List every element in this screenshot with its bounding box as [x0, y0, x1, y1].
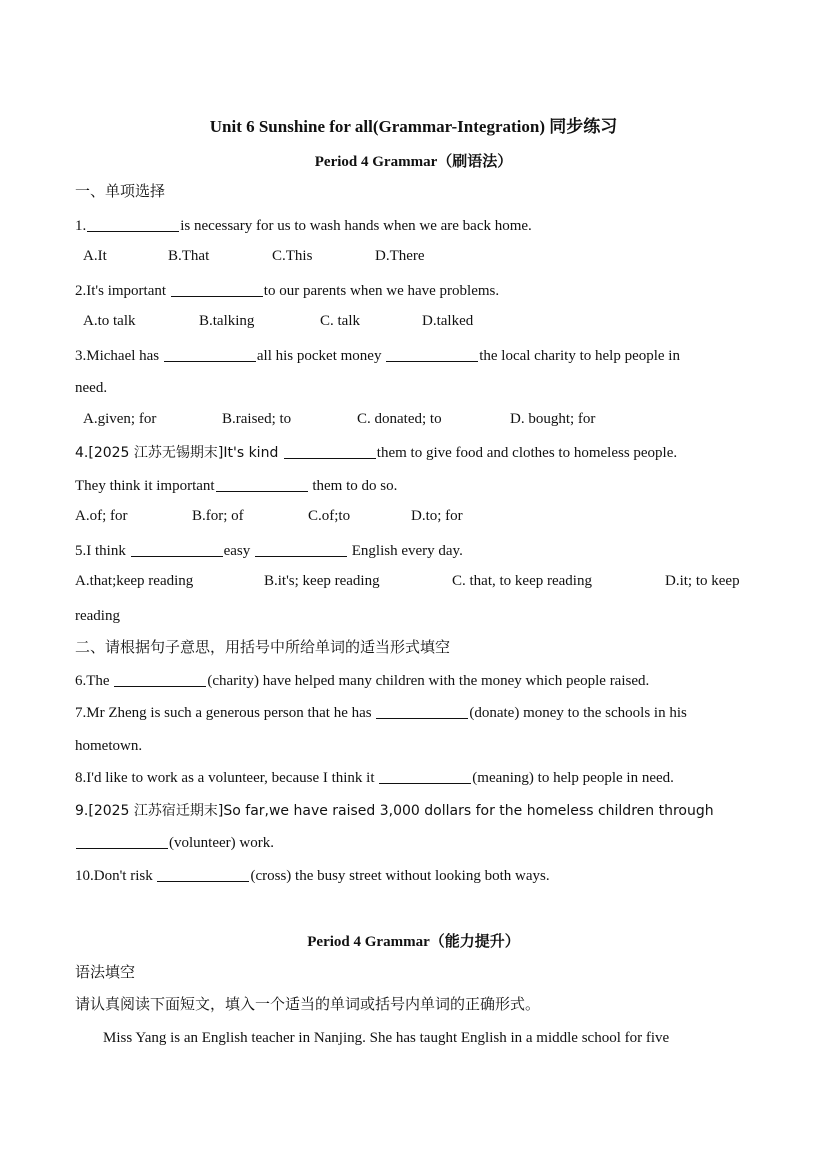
q2-option-c[interactable]: C. talk — [320, 313, 360, 329]
q2-option-d[interactable]: D.talked — [422, 313, 474, 329]
question-9-line-2 — [75, 833, 274, 853]
section-heading-fill-in: 二、请根据句子意思，用括号中所给单词的适当形式填空 — [75, 638, 451, 656]
period-heading-grammar: Period 4 Grammar（刷语法） — [314, 154, 513, 170]
question-2-text-start: 2.It's important — [75, 283, 170, 299]
question-8-text-end: (meaning) to help people in need. — [472, 770, 674, 786]
q5-option-b[interactable]: B.it's; keep reading — [264, 573, 380, 589]
question-2-text-end: to our parents when we have problems. — [263, 283, 500, 299]
q5-option-d[interactable]: D.it; to keep — [665, 573, 740, 589]
question-5-text-end: English every day. — [348, 543, 463, 559]
question-1 — [75, 216, 532, 236]
answer-blank[interactable] — [216, 477, 308, 492]
answer-blank[interactable] — [255, 542, 347, 557]
section-heading-grammar-fill: 语法填空 — [75, 963, 136, 981]
q1-option-c[interactable]: C.This — [272, 248, 313, 264]
q5-option-d-continued: reading — [75, 608, 120, 624]
question-3 — [75, 346, 680, 366]
q5-option-c[interactable]: C. that, to keep reading — [452, 573, 592, 589]
answer-blank[interactable] — [379, 769, 471, 784]
question-7-text-start: 7.Mr Zheng is such a generous person that he has — [75, 705, 376, 721]
question-1-number: 1. — [75, 218, 87, 234]
question-4-line-2-end: them to do so. — [308, 478, 398, 494]
question-4-text-start: 4.[2025 江苏无锡期末]It's kind — [75, 445, 283, 461]
q2-option-a[interactable]: A.to talk — [83, 313, 136, 329]
q5-option-a[interactable]: A.that;keep reading — [75, 573, 194, 589]
question-4-text-end: them to give food and clothes to homeless people. — [376, 445, 678, 461]
question-7 — [75, 703, 687, 723]
question-3-text-mid: all his pocket money — [256, 348, 386, 364]
question-7-continued: hometown. — [75, 738, 143, 754]
question-3-text-end: the local charity to help people in — [479, 348, 680, 364]
question-6-text-start: 6.The — [75, 673, 114, 689]
question-8-text-start: 8.I'd like to work as a volunteer, because I think it — [75, 770, 379, 786]
answer-blank[interactable] — [164, 347, 256, 362]
q4-option-c[interactable]: C.of;to — [308, 508, 351, 524]
q1-option-d[interactable]: D.There — [375, 248, 425, 264]
period-heading-ability: Period 4 Grammar（能力提升） — [307, 934, 520, 950]
q2-option-b[interactable]: B.talking — [199, 313, 255, 329]
question-3-text-start: 3.Michael has — [75, 348, 163, 364]
q1-option-b[interactable]: B.That — [168, 248, 210, 264]
question-8 — [75, 768, 674, 788]
q3-option-b[interactable]: B.raised; to — [222, 411, 292, 427]
question-7-text-end: (donate) money to the schools in his — [469, 705, 687, 721]
question-2 — [75, 281, 499, 301]
page-title: Unit 6 Sunshine for all(Grammar-Integration) 同步练习 — [209, 117, 618, 136]
question-10-text-end: (cross) the busy street without looking both ways. — [250, 868, 550, 884]
question-6-text-end: (charity) have helped many children with the money which people raised. — [207, 673, 650, 689]
q4-option-d[interactable]: D.to; for — [411, 508, 463, 524]
question-5-text-start: 5.I think — [75, 543, 130, 559]
passage-text: Miss Yang is an English teacher in Nanjing. She has taught English in a middle school for five — [103, 1030, 670, 1046]
question-10-text-start: 10.Don't risk — [75, 868, 157, 884]
question-5 — [75, 541, 463, 561]
answer-blank[interactable] — [171, 282, 263, 297]
question-1-text: is necessary for us to wash hands when we are back home. — [180, 218, 532, 234]
answer-blank[interactable] — [87, 217, 179, 232]
question-9-text-end: (volunteer) work. — [169, 835, 274, 851]
section-heading-single-choice: 一、单项选择 — [75, 182, 166, 200]
q4-option-a[interactable]: A.of; for — [75, 508, 128, 524]
question-3-continued: need. — [75, 380, 108, 396]
q1-option-a[interactable]: A.It — [83, 248, 107, 264]
q3-option-d[interactable]: D. bought; for — [510, 411, 596, 427]
answer-blank[interactable] — [114, 672, 206, 687]
answer-blank[interactable] — [386, 347, 478, 362]
answer-blank[interactable] — [157, 867, 249, 882]
answer-blank[interactable] — [376, 704, 468, 719]
answer-blank[interactable] — [131, 542, 223, 557]
question-10 — [75, 866, 550, 886]
instruction-text: 请认真阅读下面短文，填入一个适当的单词或括号内单词的正确形式。 — [75, 995, 541, 1013]
q3-option-c[interactable]: C. donated; to — [357, 411, 442, 427]
answer-blank[interactable] — [76, 834, 168, 849]
question-4-line-2 — [75, 476, 397, 496]
q3-option-a[interactable]: A.given; for — [83, 411, 157, 427]
answer-blank[interactable] — [284, 444, 376, 459]
question-6 — [75, 671, 649, 691]
question-5-text-mid: easy — [223, 543, 254, 559]
q4-option-b[interactable]: B.for; of — [192, 508, 244, 524]
question-9: 9.[2025 江苏宿迁期末]So far,we have raised 3,000 dollars for the homeless children through — [75, 803, 714, 819]
question-4 — [75, 443, 677, 463]
question-4-line-2-start: They think it important — [75, 478, 215, 494]
